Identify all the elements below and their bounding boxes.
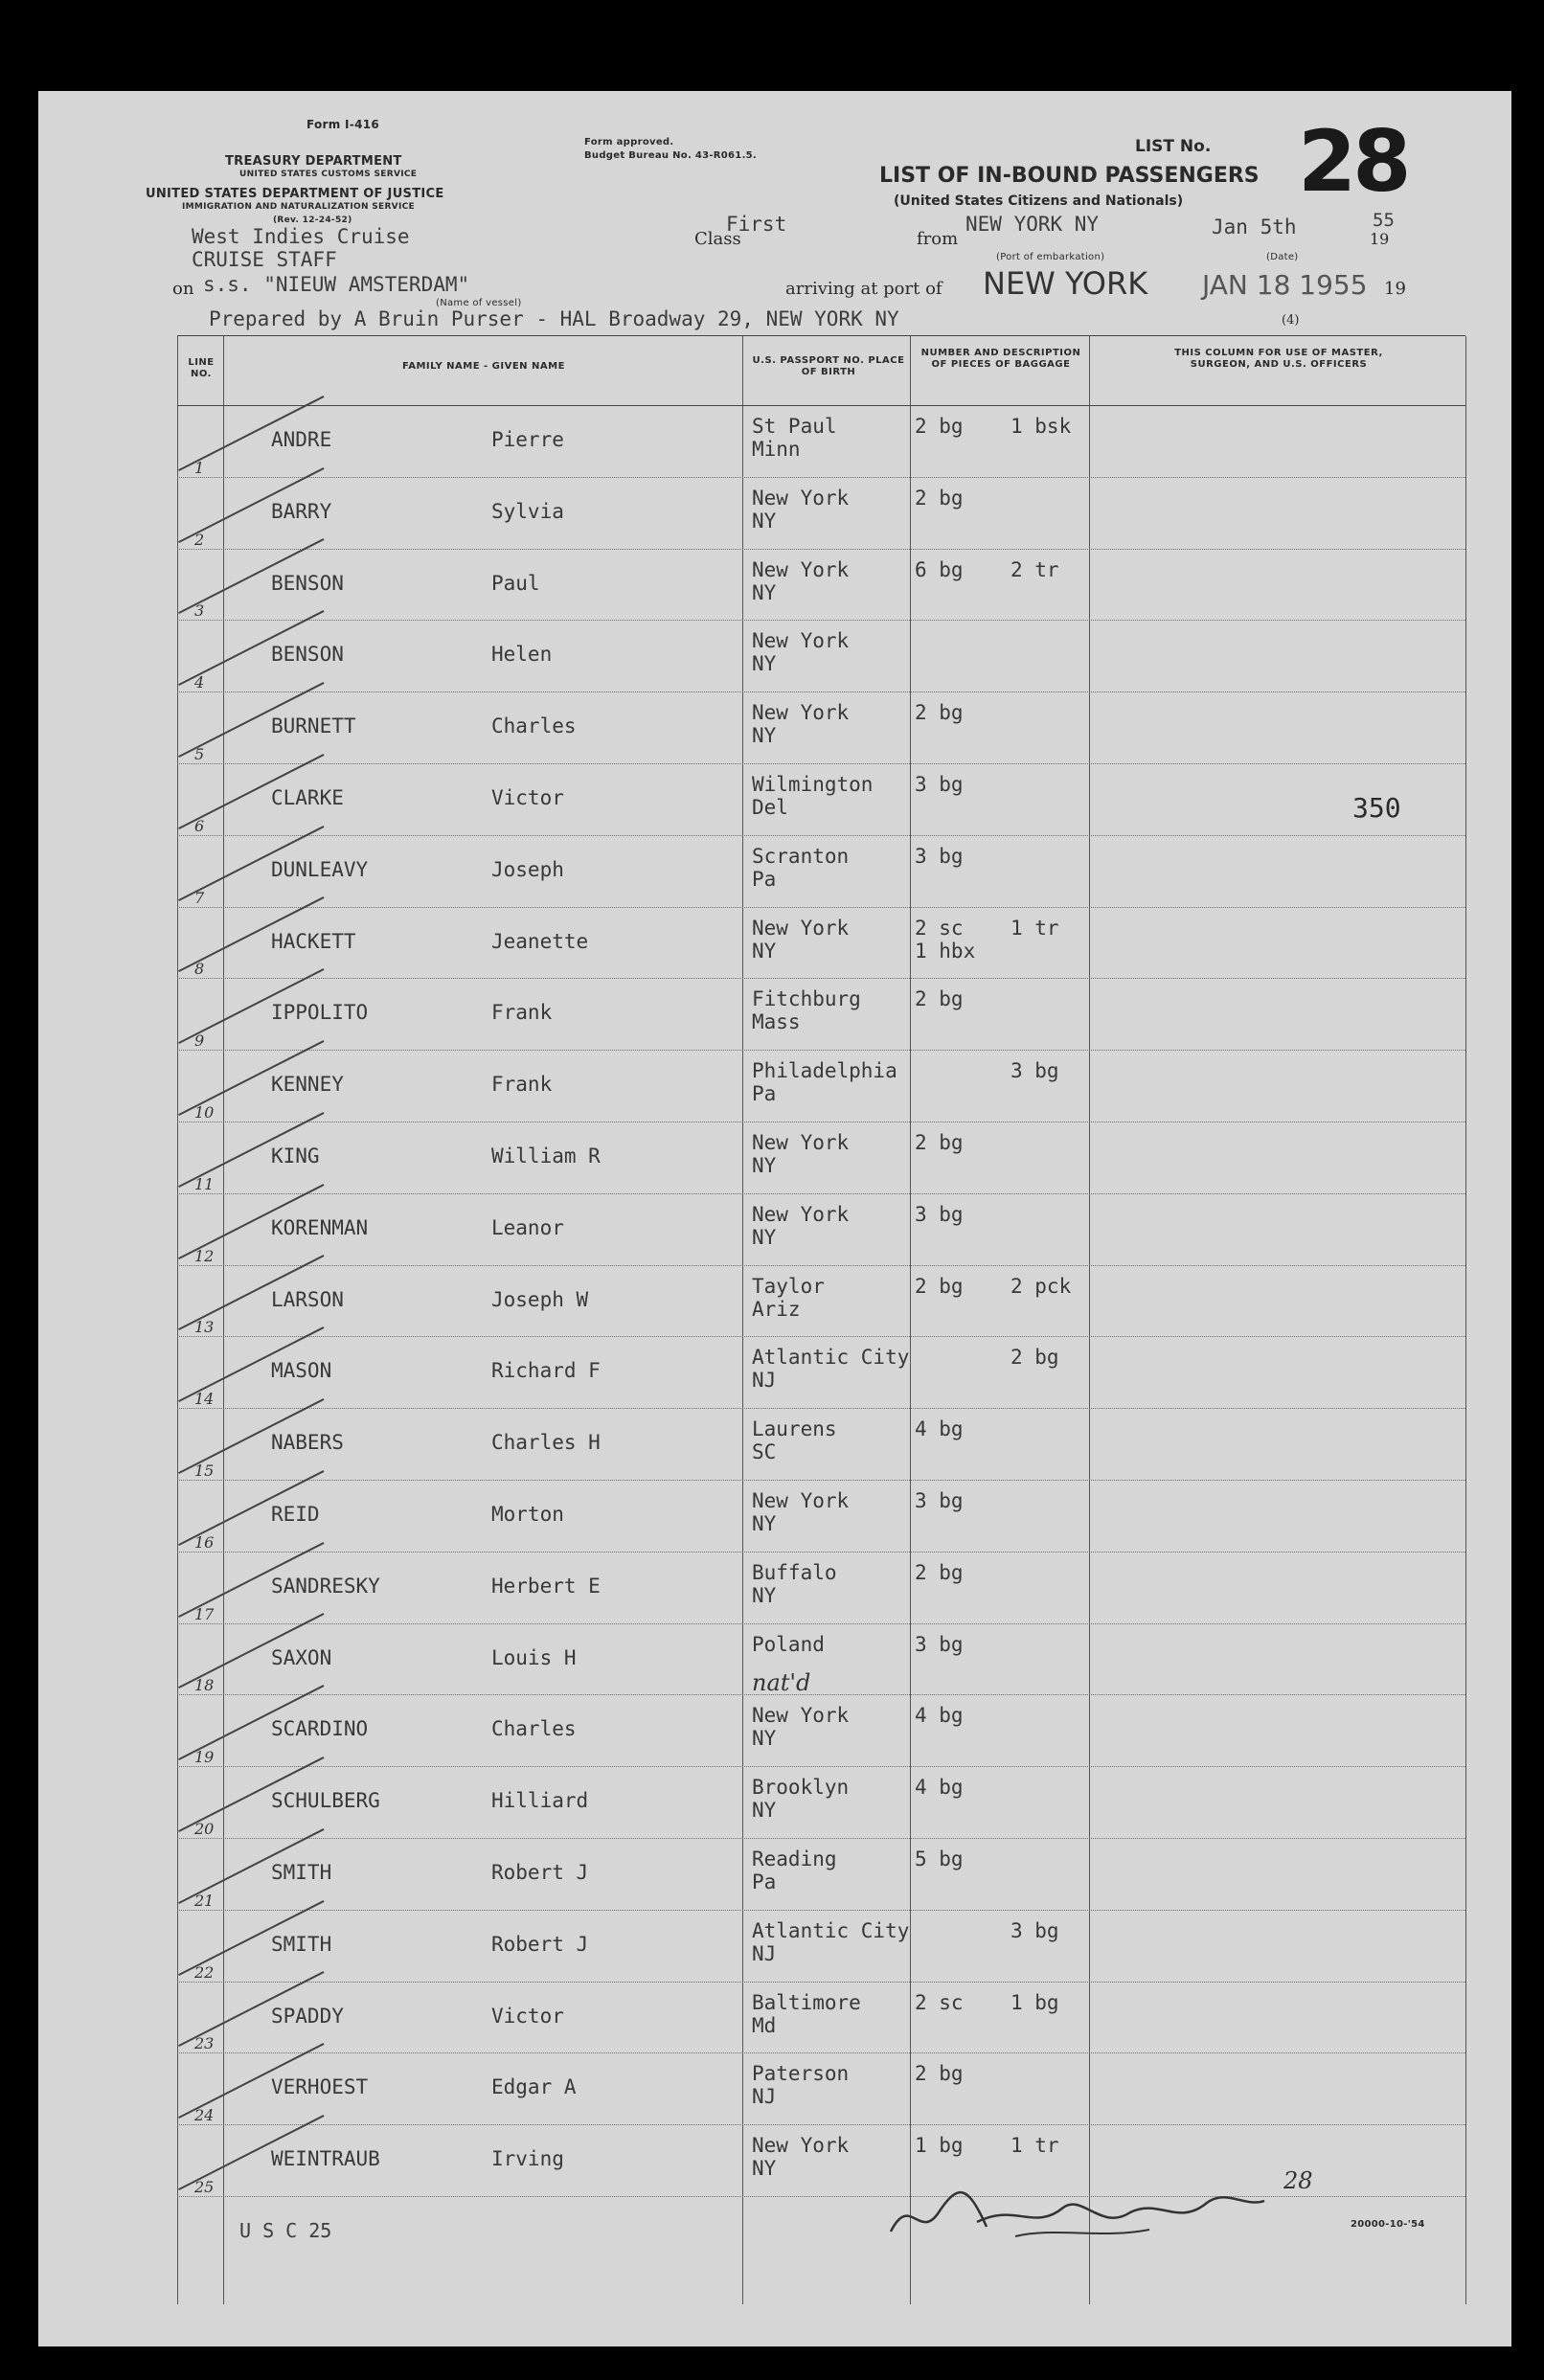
baggage-primary: 2 bg — [915, 2062, 964, 2086]
place-of-birth: Poland — [752, 1632, 825, 1656]
place-of-birth-state: Md — [752, 2013, 777, 2037]
family-name: CLARKE — [271, 786, 344, 809]
table-row — [177, 1193, 1465, 1266]
given-name: Frank — [491, 1073, 553, 1097]
given-name: Frank — [491, 1001, 553, 1025]
line-number: 15 — [194, 1461, 215, 1480]
baggage-primary: 3 bg — [915, 1489, 964, 1512]
place-of-birth-state: NY — [752, 939, 777, 963]
baggage-secondary: 1 bsk — [1010, 415, 1072, 438]
line-number: 3 — [194, 601, 205, 621]
col-name: FAMILY NAME - GIVEN NAME — [402, 361, 565, 372]
table-row — [177, 835, 1465, 908]
baggage-primary: 3 bg — [915, 773, 964, 796]
footer-code: U S C 25 — [239, 2219, 332, 2242]
family-name: KING — [271, 1145, 320, 1167]
place-of-birth-state: SC — [752, 1440, 777, 1464]
place-of-birth: New York — [752, 701, 850, 725]
family-name: SPADDY — [271, 2004, 344, 2028]
given-name: Irving — [491, 2147, 564, 2171]
place-of-birth-state: Del — [752, 796, 788, 819]
budget-bureau: Budget Bureau No. 43-R061.5. — [584, 150, 758, 161]
place-of-birth: Wilmington — [752, 773, 874, 796]
baggage-extra: 1 hbx — [915, 939, 976, 963]
form-number: Form I-416 — [307, 118, 380, 131]
baggage-secondary: 2 pck — [1010, 1274, 1072, 1298]
vessel-label: (Name of vessel) — [436, 298, 522, 308]
place-of-birth-state: NY — [752, 724, 777, 748]
given-name: Sylvia — [491, 499, 564, 523]
family-name: NABERS — [271, 1431, 344, 1455]
line-number: 7 — [194, 888, 205, 907]
arrival-date-stamp: JAN 18 1955 — [1202, 269, 1368, 301]
prepared-by: Prepared by A Bruin Purser - HAL Broadway 29, NEW YORK NY — [209, 307, 899, 330]
given-name: Joseph — [491, 857, 564, 881]
family-name: SANDRESKY — [271, 1574, 380, 1598]
class-label: Class — [694, 229, 741, 249]
family-name: SMITH — [271, 1861, 332, 1884]
baggage-primary: 4 bg — [915, 1776, 964, 1800]
line-number: 13 — [194, 1318, 215, 1337]
place-of-birth-state: NJ — [752, 1369, 777, 1393]
given-name: Edgar A — [491, 2075, 577, 2099]
place-of-birth: New York — [752, 1131, 850, 1154]
signature-number: 28 — [1283, 2167, 1313, 2194]
table-row — [177, 907, 1465, 980]
family-name: HACKETT — [271, 929, 356, 953]
col-officers: THIS COLUMN FOR USE OF MASTER, SURGEON, AND U.S. OFFICERS — [1174, 348, 1383, 370]
manifest-page — [38, 91, 1511, 2346]
place-of-birth-state: NY — [752, 1512, 777, 1535]
revision: (Rev. 12-24-52) — [273, 215, 352, 225]
family-name: BARRY — [271, 499, 332, 523]
family-name: KENNEY — [271, 1073, 344, 1097]
date-label: (Date) — [1266, 252, 1299, 262]
treasury-dept: TREASURY DEPARTMENT — [225, 154, 402, 169]
place-of-birth: New York — [752, 629, 850, 653]
given-name: Victor — [491, 786, 564, 809]
class-value: First — [726, 213, 787, 236]
given-name: Charles — [491, 714, 577, 738]
place-of-birth-state: NJ — [752, 2085, 777, 2109]
line-number: 19 — [194, 1748, 215, 1767]
given-name: Robert J — [491, 1861, 589, 1884]
place-of-birth: Fitchburg — [752, 987, 861, 1011]
justice-dept: UNITED STATES DEPARTMENT OF JUSTICE — [146, 187, 444, 201]
table-row — [177, 1408, 1465, 1481]
place-of-birth: Atlantic City — [752, 1346, 910, 1370]
col-baggage: NUMBER AND DESCRIPTION OF PIECES OF BAGGAGE — [920, 348, 1081, 370]
given-name: Herbert E — [491, 1574, 601, 1598]
baggage-primary: 4 bg — [915, 1417, 964, 1441]
place-of-birth-state: NJ — [752, 1941, 777, 1965]
list-no-label: LIST No. — [1135, 137, 1212, 156]
port-embarkation-label: (Port of embarkation) — [996, 252, 1105, 262]
family-name: VERHOEST — [271, 2075, 369, 2099]
immigration-service: IMMIGRATION AND NATURALIZATION SERVICE — [182, 202, 415, 212]
family-name: WEINTRAUB — [271, 2147, 380, 2171]
place-of-birth-state: Pa — [752, 867, 777, 891]
family-name: BENSON — [271, 571, 344, 595]
place-of-birth-state: NY — [752, 1154, 777, 1177]
given-name: Helen — [491, 643, 553, 667]
baggage-primary: 2 bg — [915, 1560, 964, 1584]
line-number: 22 — [194, 1962, 215, 1982]
baggage-secondary: 1 bg — [1010, 1990, 1059, 2014]
line-number: 12 — [194, 1246, 215, 1265]
place-of-birth: Paterson — [752, 2062, 850, 2086]
family-name: KORENMAN — [271, 1215, 369, 1239]
line-number: 14 — [194, 1390, 215, 1409]
baggage-secondary: 3 bg — [1010, 1918, 1059, 1942]
arrival-year-prefix: 19 — [1384, 279, 1406, 299]
place-of-birth-state: NY — [752, 1225, 777, 1249]
place-of-birth-state: NY — [752, 509, 777, 533]
given-name: Leanor — [491, 1215, 564, 1239]
place-of-birth: New York — [752, 486, 850, 510]
place-of-birth: Taylor — [752, 1274, 825, 1298]
place-of-birth: Baltimore — [752, 1990, 861, 2014]
place-of-birth-state: NY — [752, 1583, 777, 1607]
place-of-birth: New York — [752, 2134, 850, 2158]
place-of-birth: New York — [752, 1489, 850, 1512]
family-name: MASON — [271, 1359, 332, 1383]
given-name: Richard F — [491, 1359, 601, 1383]
place-of-birth: Reading — [752, 1847, 837, 1870]
place-of-birth-state: Pa — [752, 1082, 777, 1106]
baggage-secondary: 1 tr — [1010, 916, 1059, 940]
place-of-birth: Philadelphia — [752, 1059, 897, 1083]
from-label: from — [917, 229, 959, 249]
given-name: Hilliard — [491, 1789, 589, 1813]
arriving-label: arriving at port of — [785, 279, 942, 299]
family-name: SCHULBERG — [271, 1789, 380, 1813]
family-name: REID — [271, 1503, 320, 1526]
line-number: 18 — [194, 1676, 215, 1695]
place-of-birth: New York — [752, 557, 850, 581]
table-row — [177, 763, 1465, 836]
col-passport: U.S. PASSPORT NO. PLACE OF BIRTH — [752, 355, 905, 377]
place-of-birth: St Paul — [752, 415, 837, 438]
place-of-birth-state: Pa — [752, 1870, 777, 1893]
place-of-birth-state: Mass — [752, 1010, 801, 1034]
vessel-name: s.s. "NIEUW AMSTERDAM" — [203, 273, 470, 296]
baggage-primary: 1 bg — [915, 2134, 964, 2158]
given-name: Paul — [491, 571, 540, 595]
table-row — [177, 1050, 1465, 1122]
place-of-birth: New York — [752, 1202, 850, 1226]
place-of-birth: New York — [752, 1704, 850, 1728]
line-number: 17 — [194, 1604, 215, 1623]
given-name: William R — [491, 1145, 601, 1167]
baggage-primary: 2 bg — [915, 1131, 964, 1154]
given-name: Victor — [491, 2004, 564, 2028]
given-name: Louis H — [491, 1645, 577, 1669]
line-number: 6 — [194, 816, 205, 835]
baggage-primary: 2 bg — [915, 1274, 964, 1298]
baggage-secondary: 3 bg — [1010, 1059, 1059, 1083]
baggage-secondary: 1 tr — [1010, 2134, 1059, 2158]
line-number: 16 — [194, 1532, 215, 1552]
list-number: 28 — [1298, 112, 1408, 211]
place-of-birth-state: NY — [752, 580, 777, 604]
form-title: LIST OF IN-BOUND PASSENGERS — [879, 164, 1260, 188]
table-row — [177, 1838, 1465, 1911]
table-row — [177, 1122, 1465, 1194]
cruise-staff: CRUISE STAFF — [192, 248, 337, 271]
family-name: LARSON — [271, 1287, 344, 1311]
table-row — [177, 1552, 1465, 1624]
line-number: 8 — [194, 960, 205, 979]
col-line-no: LINE NO. — [188, 357, 215, 379]
table-header — [177, 336, 1465, 406]
naturalized-note: nat'd — [752, 1669, 811, 1696]
place-of-birth: Scranton — [752, 844, 850, 868]
line-number: 10 — [194, 1102, 215, 1122]
table-row — [177, 2052, 1465, 2125]
year-value: 55 — [1373, 210, 1395, 231]
given-name: Pierre — [491, 428, 564, 451]
table-row — [177, 1910, 1465, 1983]
given-name: Robert J — [491, 1932, 589, 1956]
table-row — [177, 1336, 1465, 1409]
given-name: Morton — [491, 1503, 564, 1526]
baggage-primary: 5 bg — [915, 1847, 964, 1870]
customs-service: UNITED STATES CUSTOMS SERVICE — [239, 170, 418, 179]
given-name: Charles — [491, 1717, 577, 1741]
place-of-birth: Laurens — [752, 1417, 837, 1441]
table-row — [177, 620, 1465, 692]
arrival-port: NEW YORK — [983, 265, 1148, 302]
family-name: SAXON — [271, 1645, 332, 1669]
family-name: BENSON — [271, 643, 344, 667]
place-of-birth-state: NY — [752, 1727, 777, 1751]
table-row — [177, 405, 1465, 478]
table-row — [177, 1766, 1465, 1839]
baggage-primary: 6 bg — [915, 557, 964, 581]
baggage-secondary: 2 bg — [1010, 1346, 1059, 1370]
line-number: 4 — [194, 673, 205, 692]
place-of-birth: New York — [752, 916, 850, 940]
line-number: 25 — [194, 2177, 215, 2196]
given-name: Joseph W — [491, 1287, 589, 1311]
print-code: 20000-10-'54 — [1351, 2219, 1425, 2230]
baggage-primary: 2 sc — [915, 1990, 964, 2014]
table-row — [177, 1694, 1465, 1767]
table-row — [177, 477, 1465, 550]
form-subtitle: (United States Citizens and Nationals) — [894, 193, 1184, 209]
place-of-birth: Buffalo — [752, 1560, 837, 1584]
line-number: 11 — [194, 1174, 215, 1193]
line-number: 2 — [194, 530, 205, 549]
page-mark: (4) — [1282, 313, 1300, 328]
cruise-name: West Indies Cruise — [192, 225, 410, 248]
place-of-birth-state: NY — [752, 1799, 777, 1823]
family-name: DUNLEAVY — [271, 857, 369, 881]
line-number: 9 — [194, 1031, 205, 1051]
baggage-primary: 4 bg — [915, 1704, 964, 1728]
given-name: Jeanette — [491, 929, 589, 953]
table-row — [177, 691, 1465, 764]
place-of-birth-state: NY — [752, 2157, 777, 2181]
table-row — [177, 978, 1465, 1051]
family-name: BURNETT — [271, 714, 356, 738]
family-name: ANDRE — [271, 428, 332, 451]
baggage-primary: 3 bg — [915, 1632, 964, 1656]
baggage-primary: 2 bg — [915, 415, 964, 438]
family-name: SCARDINO — [271, 1717, 369, 1741]
family-name: SMITH — [271, 1932, 332, 1956]
table-row — [177, 1265, 1465, 1338]
baggage-primary: 2 bg — [915, 486, 964, 510]
line-number: 21 — [194, 1891, 215, 1910]
line-number: 23 — [194, 2034, 215, 2053]
officer-signature — [881, 2174, 1283, 2255]
family-name: IPPOLITO — [271, 1001, 369, 1025]
table-row — [177, 549, 1465, 622]
place-of-birth: Brooklyn — [752, 1776, 850, 1800]
place-of-birth-state: Minn — [752, 438, 801, 461]
place-of-birth-state: Ariz — [752, 1297, 801, 1321]
place-of-birth: Atlantic City — [752, 1918, 910, 1942]
table-row — [177, 1982, 1465, 2054]
from-value: NEW YORK NY — [965, 213, 1100, 236]
given-name: Charles H — [491, 1431, 601, 1455]
line-number: 20 — [194, 1819, 215, 1838]
table-row — [177, 1480, 1465, 1553]
baggage-primary: 2 sc — [915, 916, 964, 940]
table-row — [177, 1623, 1465, 1696]
departure-date: Jan 5th — [1212, 215, 1297, 238]
passenger-table — [177, 335, 1465, 2304]
officer-note: 350 — [1352, 792, 1401, 824]
form-approved: Form approved. — [584, 137, 674, 147]
on-label: on — [172, 279, 194, 299]
baggage-primary: 3 bg — [915, 1202, 964, 1226]
place-of-birth-state: NY — [752, 652, 777, 676]
baggage-primary: 3 bg — [915, 844, 964, 868]
line-number: 1 — [194, 458, 205, 477]
baggage-primary: 2 bg — [915, 987, 964, 1011]
line-number: 5 — [194, 744, 205, 763]
line-number: 24 — [194, 2106, 215, 2125]
baggage-secondary: 2 tr — [1010, 557, 1059, 581]
year-prefix: 19 — [1370, 230, 1390, 248]
baggage-primary: 2 bg — [915, 701, 964, 725]
